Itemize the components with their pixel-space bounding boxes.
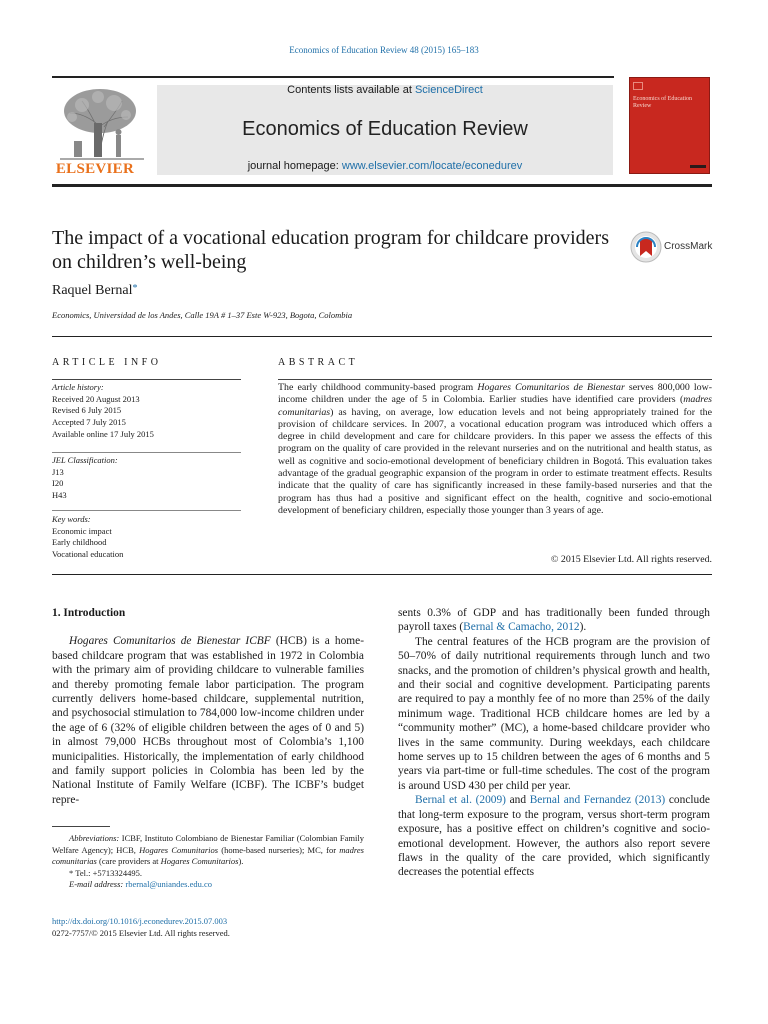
keyword: Early childhood xyxy=(52,537,107,548)
abstract-end-rule xyxy=(52,574,712,575)
paragraph-text: ). xyxy=(579,621,587,634)
keyword: Economic impact xyxy=(52,525,112,536)
email-label: E-mail address: xyxy=(69,879,126,889)
cover-title: Economics of Education Review xyxy=(633,96,692,109)
article-info-heading: ARTICLE INFO xyxy=(52,357,162,368)
paragraph xyxy=(52,634,364,807)
journal-cover-thumbnail[interactable] xyxy=(629,77,710,174)
abstract-run: The early childhood community-based program xyxy=(278,382,478,393)
citation-link[interactable]: Bernal and Fernandez (2013) xyxy=(529,794,666,807)
footnote-abbreviations xyxy=(52,833,364,868)
author-affiliation: Economics, Universidad de los Andes, Calle 19A # 1–37 Este W-923, Bogota, Colombia xyxy=(52,310,353,320)
crossmark-icon[interactable] xyxy=(630,231,662,263)
cover-barcode xyxy=(690,165,706,168)
jel-code: I20 xyxy=(52,478,64,489)
info-divider xyxy=(52,452,241,453)
body-right-column xyxy=(398,606,710,880)
abstract-italic: Hogares Comunitarios de Bienestar xyxy=(477,382,625,393)
journal-citation[interactable]: Economics of Education Review 48 (2015) 165–183 xyxy=(289,45,479,55)
jel-code: H43 xyxy=(52,490,67,501)
journal-homepage-line xyxy=(157,160,613,172)
keywords xyxy=(52,514,241,561)
publisher-logo-text: ELSEVIER xyxy=(55,161,135,177)
jel-classification xyxy=(52,455,241,502)
footnote-text: (home-based nurseries); MC, for xyxy=(218,844,340,855)
footnote-email xyxy=(52,879,364,891)
abstract-copyright: © 2015 Elsevier Ltd. All rights reserved. xyxy=(550,554,712,565)
paragraph xyxy=(398,793,710,879)
footnote-text: ICBF, Instituto Colombiano de Bienestar Familiar (Colombian Family Welfare Agency); HCB, xyxy=(52,833,364,855)
journal-homepage-link[interactable]: www.elsevier.com/locate/econedurev xyxy=(341,160,523,172)
abstract-text xyxy=(278,382,712,517)
doi-block xyxy=(52,916,230,939)
abstract-run: ) as having, on average, low education levels and not being appropriately trained for the provision of childcare services. In 2007, a vocational education program was introduced which offers a degree in child development and care for childcare providers. In this paper we assess the effects of this program on the quality of care provided in the relevant nurseries and on the nutritional and health status, as well as cognitive and socio-emotional development of beneficiary children in Bogotá. This evaluation takes advantage of the gradual geographic expansion of the program in order to estimate treatment effects. Results indicate that the quality of care has significantly increased in these family-based nurseries and that the program has thus had a positive and significant effect on the health, cognitive and socio-emotional development of beneficiary children, especially those younger than 3 years of age. xyxy=(278,406,712,516)
section-heading-introduction: 1. Introduction xyxy=(52,607,126,619)
footnote-text: (care providers at xyxy=(96,856,161,866)
header-rule-thick xyxy=(52,184,712,187)
author-name[interactable]: Raquel Bernal xyxy=(52,283,133,298)
footnote-telephone: * Tel.: +5713324495. xyxy=(69,867,142,878)
footnote-italic: madres comunitarias xyxy=(52,844,364,866)
contents-prefix: Contents lists available at xyxy=(287,84,415,96)
jel-code: J13 xyxy=(52,466,64,477)
issn-copyright: 0272-7757/© 2015 Elsevier Ltd. All rights reserved. xyxy=(52,927,230,938)
footnote-label: Abbreviations: xyxy=(69,833,120,843)
cover-emblem-icon xyxy=(633,82,643,90)
footnote-rule xyxy=(52,826,110,827)
jel-label: JEL Classification: xyxy=(52,455,118,465)
article-info-rule xyxy=(52,379,241,380)
journal-title: Economics of Education Review xyxy=(242,118,528,140)
homepage-prefix: journal homepage: xyxy=(247,160,342,172)
citation-link[interactable]: Bernal & Camacho, 2012 xyxy=(463,621,580,634)
paragraph-text: conclude that long-term exposure to the program, versus short-term program exposure, has a positive effect on children’s cognitive and socio-emotional development. However, the authors also report severe flaws in the quality of the care provided, which significantly decreases the potential effects xyxy=(398,794,710,879)
history-item: Revised 6 July 2015 xyxy=(52,405,122,416)
article-history xyxy=(52,382,241,441)
history-label: Article history: xyxy=(52,382,104,392)
program-name: Hogares Comunitarios de Bienestar ICBF xyxy=(69,635,271,648)
paragraph xyxy=(398,606,710,635)
keyword: Vocational education xyxy=(52,549,124,560)
author-line xyxy=(52,283,137,299)
footnote-text: ). xyxy=(238,856,244,866)
body-left-column xyxy=(52,606,364,807)
header-rule xyxy=(52,76,614,78)
paragraph-text: (HCB) is a home-based childcare program that was established in 1972 in Colombia with the primary aim of providing childcare to vulnerable families and thereby promoting female labor participation. The program currently delivers home-based childcare, supplemental nutrition, and psychosocial stimulation to 784,000 low-income children under the age of 6 (32% of eligible children between the ages of 0 and 5) in almost 79,000 HCBs throughout most of Colombia’s 1,100 municipalities. Historically, the implementation of early childhood and family support policies in Colombia has been led by the National Institute of Family Welfare (ICBF). The ICBF’s budget repre- xyxy=(52,635,365,806)
corresponding-author-mark[interactable]: * xyxy=(132,283,138,294)
keywords-label: Key words: xyxy=(52,514,91,524)
footnote-italic: Hogares Comunitarios xyxy=(160,856,239,866)
sciencedirect-link[interactable]: ScienceDirect xyxy=(414,84,483,96)
footnotes xyxy=(52,833,364,891)
abstract-rule xyxy=(278,379,712,380)
citation-link[interactable]: Bernal et al. (2009) xyxy=(415,794,506,807)
history-item: Accepted 7 July 2015 xyxy=(52,417,126,428)
paragraph: The central features of the HCB program are the provision of 50–70% of daily nutritional requirements through lunch and two snacks, and the promotion of children’s physical growth and health, and their social and cognitive development. Participating parents are required to pay a monthly fee of no more than 25% of the daily minimum wage. Traditional HCB childcare homes are led by a “community mother” (MC), a home-based childcare provider who lives in the same community. During weekdays, each childcare home serves up to 15 children between the ages of 6 months and 5 years via part-time or full-time schedules. The cost of the program is around USD 430 per child per year. xyxy=(398,635,710,792)
info-divider xyxy=(52,510,241,511)
footnote-italic: Hogares Comunitarios xyxy=(139,844,219,855)
abstract-heading: ABSTRACT xyxy=(278,357,359,368)
paragraph-text: and xyxy=(505,794,530,807)
history-item: Received 20 August 2013 xyxy=(52,393,140,404)
email-link[interactable]: rbernal@uniandes.edu.co xyxy=(125,879,213,889)
history-item: Available online 17 July 2015 xyxy=(52,428,154,439)
section-rule xyxy=(52,336,712,337)
article-title: The impact of a vocational education program for childcare providers on children’s well-being xyxy=(52,227,609,273)
abstract-run: serves 800,000 low-income children under the age of 5 in Colombia. Earlier studies have identified care providers ( xyxy=(278,382,713,406)
crossmark-label[interactable]: CrossMark xyxy=(664,241,713,252)
abstract-italic: madres comunitarias xyxy=(278,394,712,418)
doi-link[interactable]: http://dx.doi.org/10.1016/j.econedurev.2015.07.003 xyxy=(52,916,228,926)
paragraph-text: sents 0.3% of GDP and has traditionally been funded through payroll taxes ( xyxy=(398,607,710,634)
contents-line xyxy=(157,84,613,96)
